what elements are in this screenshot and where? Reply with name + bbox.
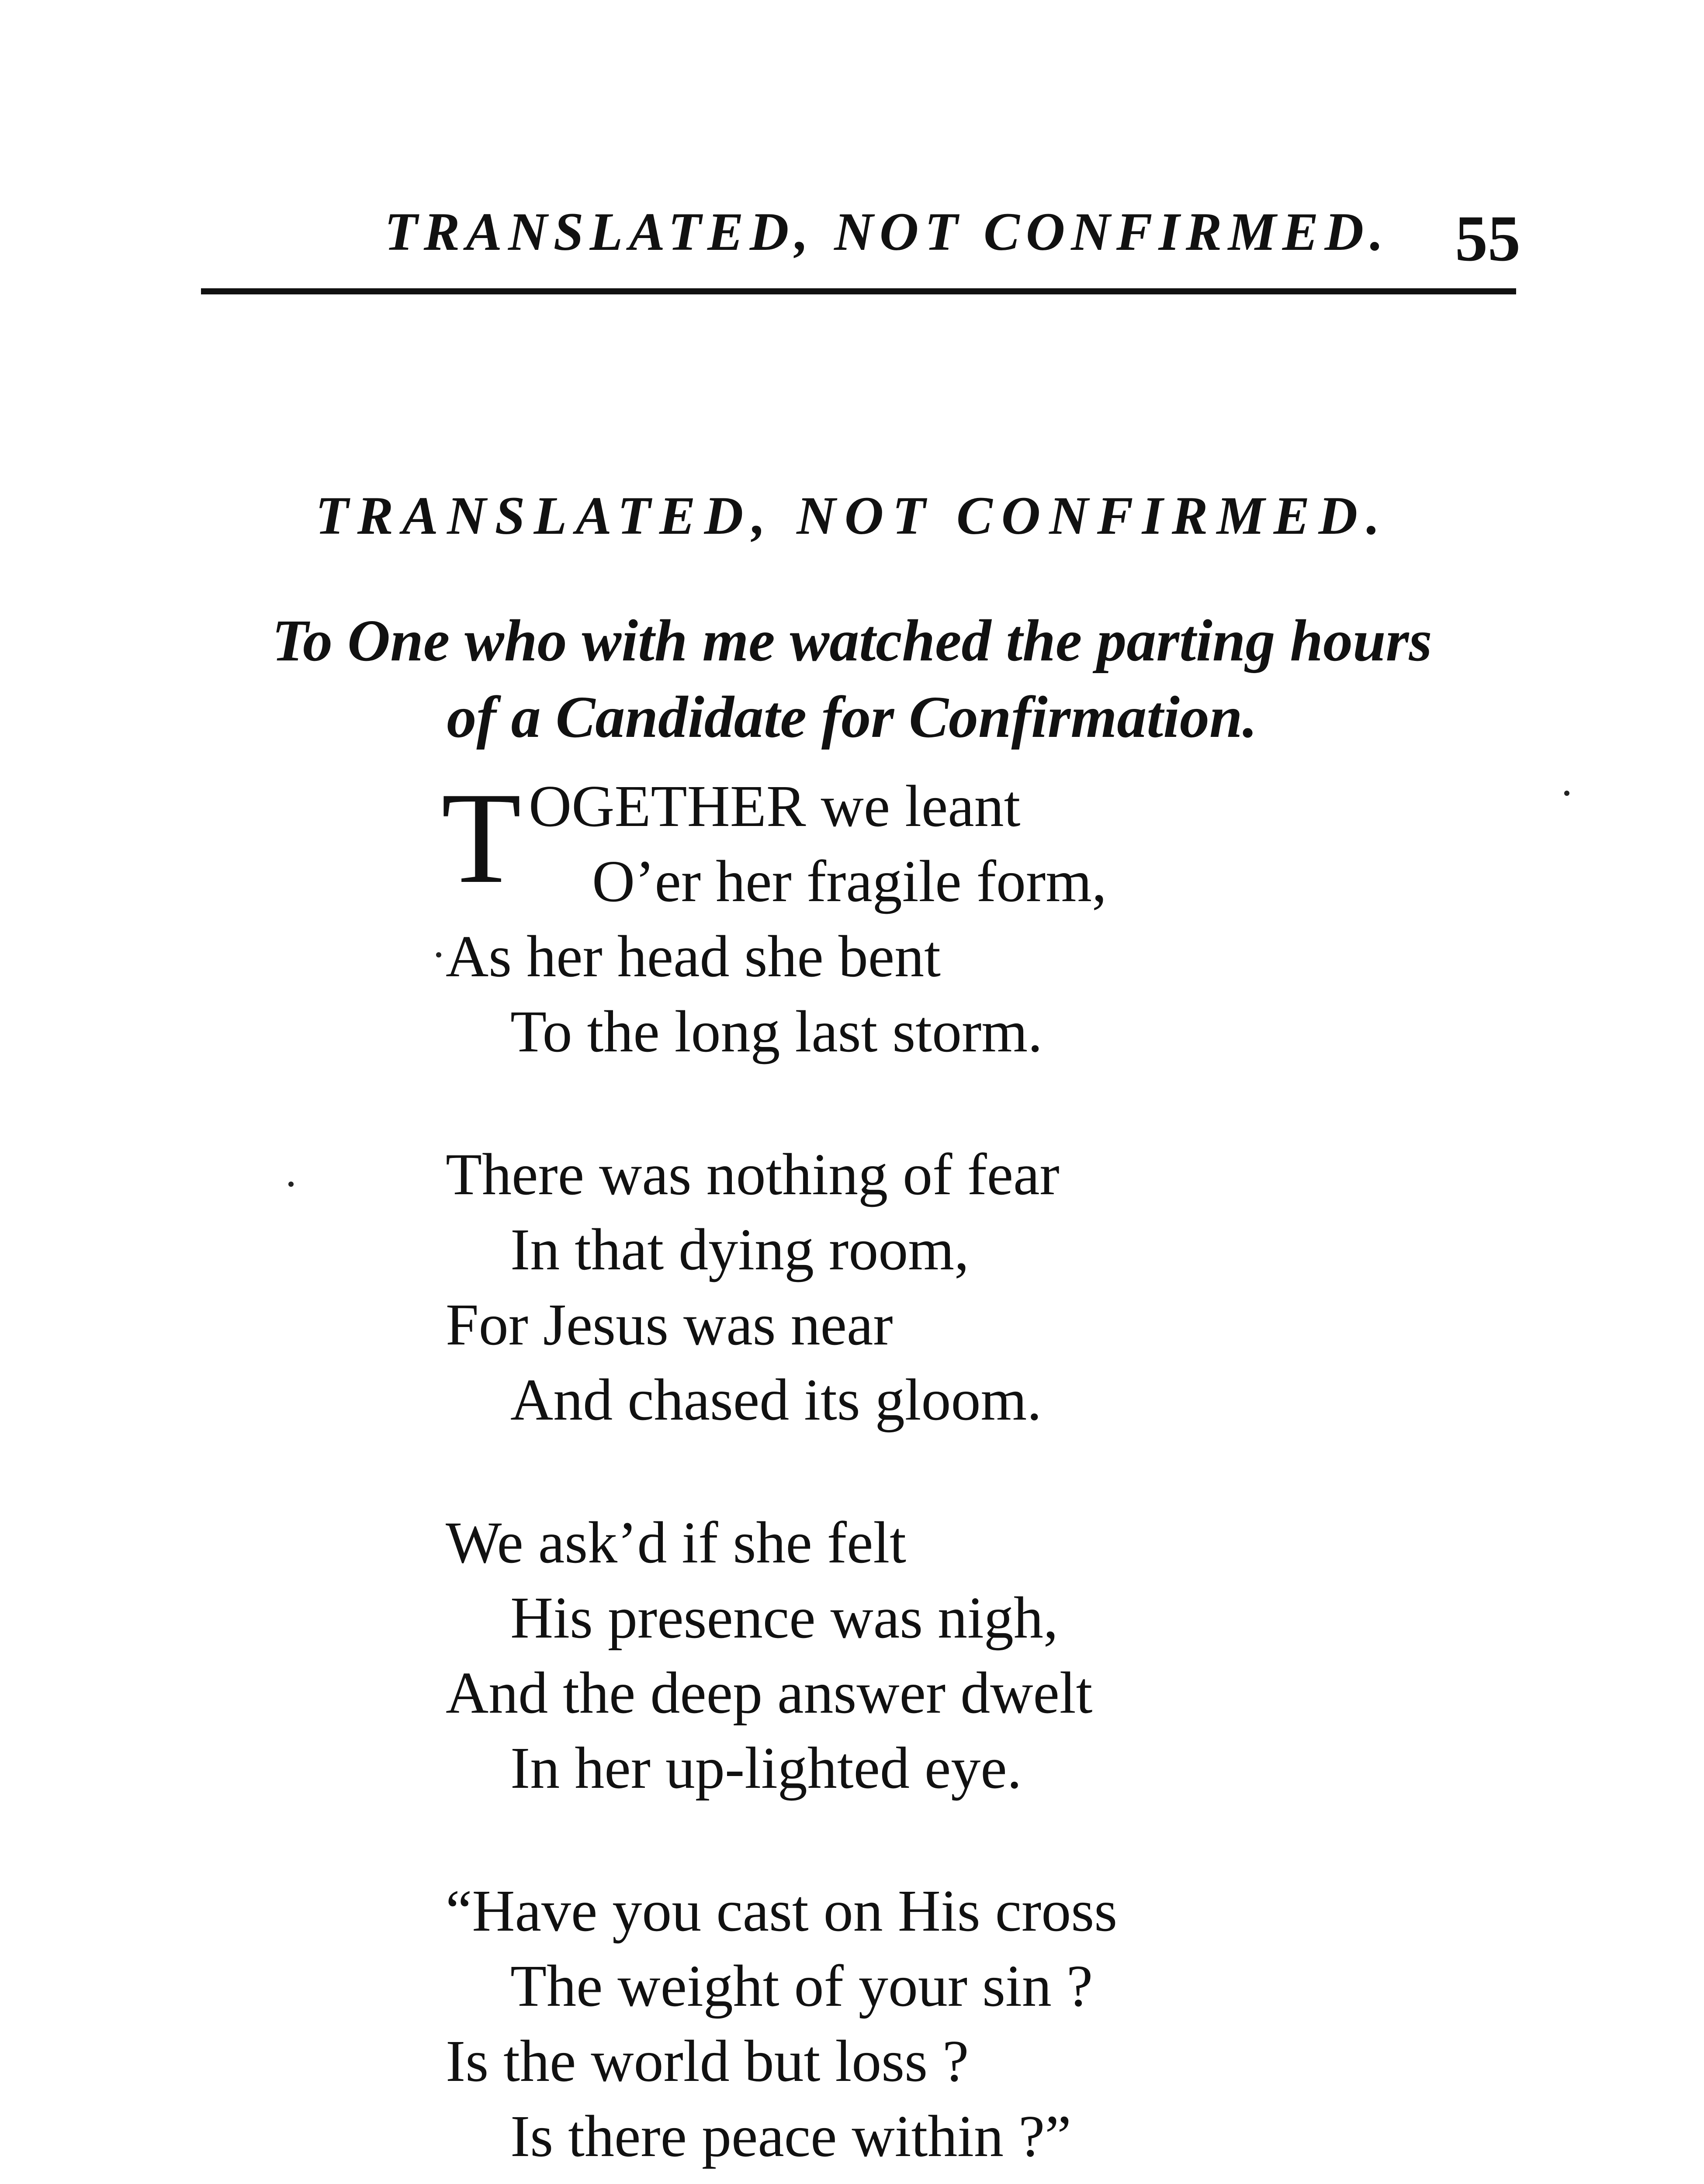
poem-line: Is there peace within ?” bbox=[510, 2104, 1071, 2169]
poem-line: O’er her fragile form, bbox=[592, 849, 1107, 914]
stanza-3 bbox=[446, 1505, 1320, 1806]
poem-line: The weight of your sin ? bbox=[510, 1953, 1093, 2019]
poem-line: And chased its gloom. bbox=[510, 1367, 1042, 1433]
scan-speck bbox=[436, 952, 441, 957]
poem-line: “Have you cast on His cross bbox=[446, 1878, 1118, 1944]
poem-line: For Jesus was near bbox=[446, 1292, 893, 1358]
stanza-4 bbox=[446, 1873, 1320, 2174]
poem-body bbox=[441, 765, 1320, 2184]
scan-speck bbox=[1564, 791, 1569, 796]
running-head bbox=[201, 183, 1520, 275]
drop-cap: T bbox=[441, 765, 522, 910]
poem-line: As her head she bent bbox=[446, 924, 941, 989]
page-number: 55 bbox=[1455, 202, 1520, 275]
poem-line: In her up-lighted eye. bbox=[510, 1735, 1022, 1801]
dedication-line: To One who with me watched the parting hours bbox=[272, 608, 1432, 674]
dedication bbox=[131, 603, 1573, 756]
poem-line: His presence was nigh, bbox=[510, 1585, 1058, 1651]
stanza-2 bbox=[446, 1137, 1320, 1438]
running-title: TRANSLATED, NOT CONFIRMED. bbox=[384, 202, 1390, 262]
poem-line: There was nothing of fear bbox=[446, 1142, 1060, 1207]
header-rule bbox=[201, 288, 1516, 294]
poem-line: And the deep answer dwelt bbox=[446, 1660, 1093, 1726]
stanza-1 bbox=[441, 765, 1320, 1069]
poem-line: Is the world but loss ? bbox=[446, 2028, 969, 2094]
dedication-line: of a Candidate for Confirmation. bbox=[447, 684, 1257, 750]
poem-line: To the long last storm. bbox=[510, 999, 1043, 1064]
poem-line: We ask’d if she felt bbox=[446, 1510, 906, 1576]
first-line-text: OGETHER we leant bbox=[529, 774, 1021, 839]
scan-speck bbox=[288, 1182, 294, 1187]
poem-line: In that dying room, bbox=[510, 1217, 970, 1282]
poem-title: TRANSLATED, NOT CONFIRMED. bbox=[315, 486, 1389, 546]
